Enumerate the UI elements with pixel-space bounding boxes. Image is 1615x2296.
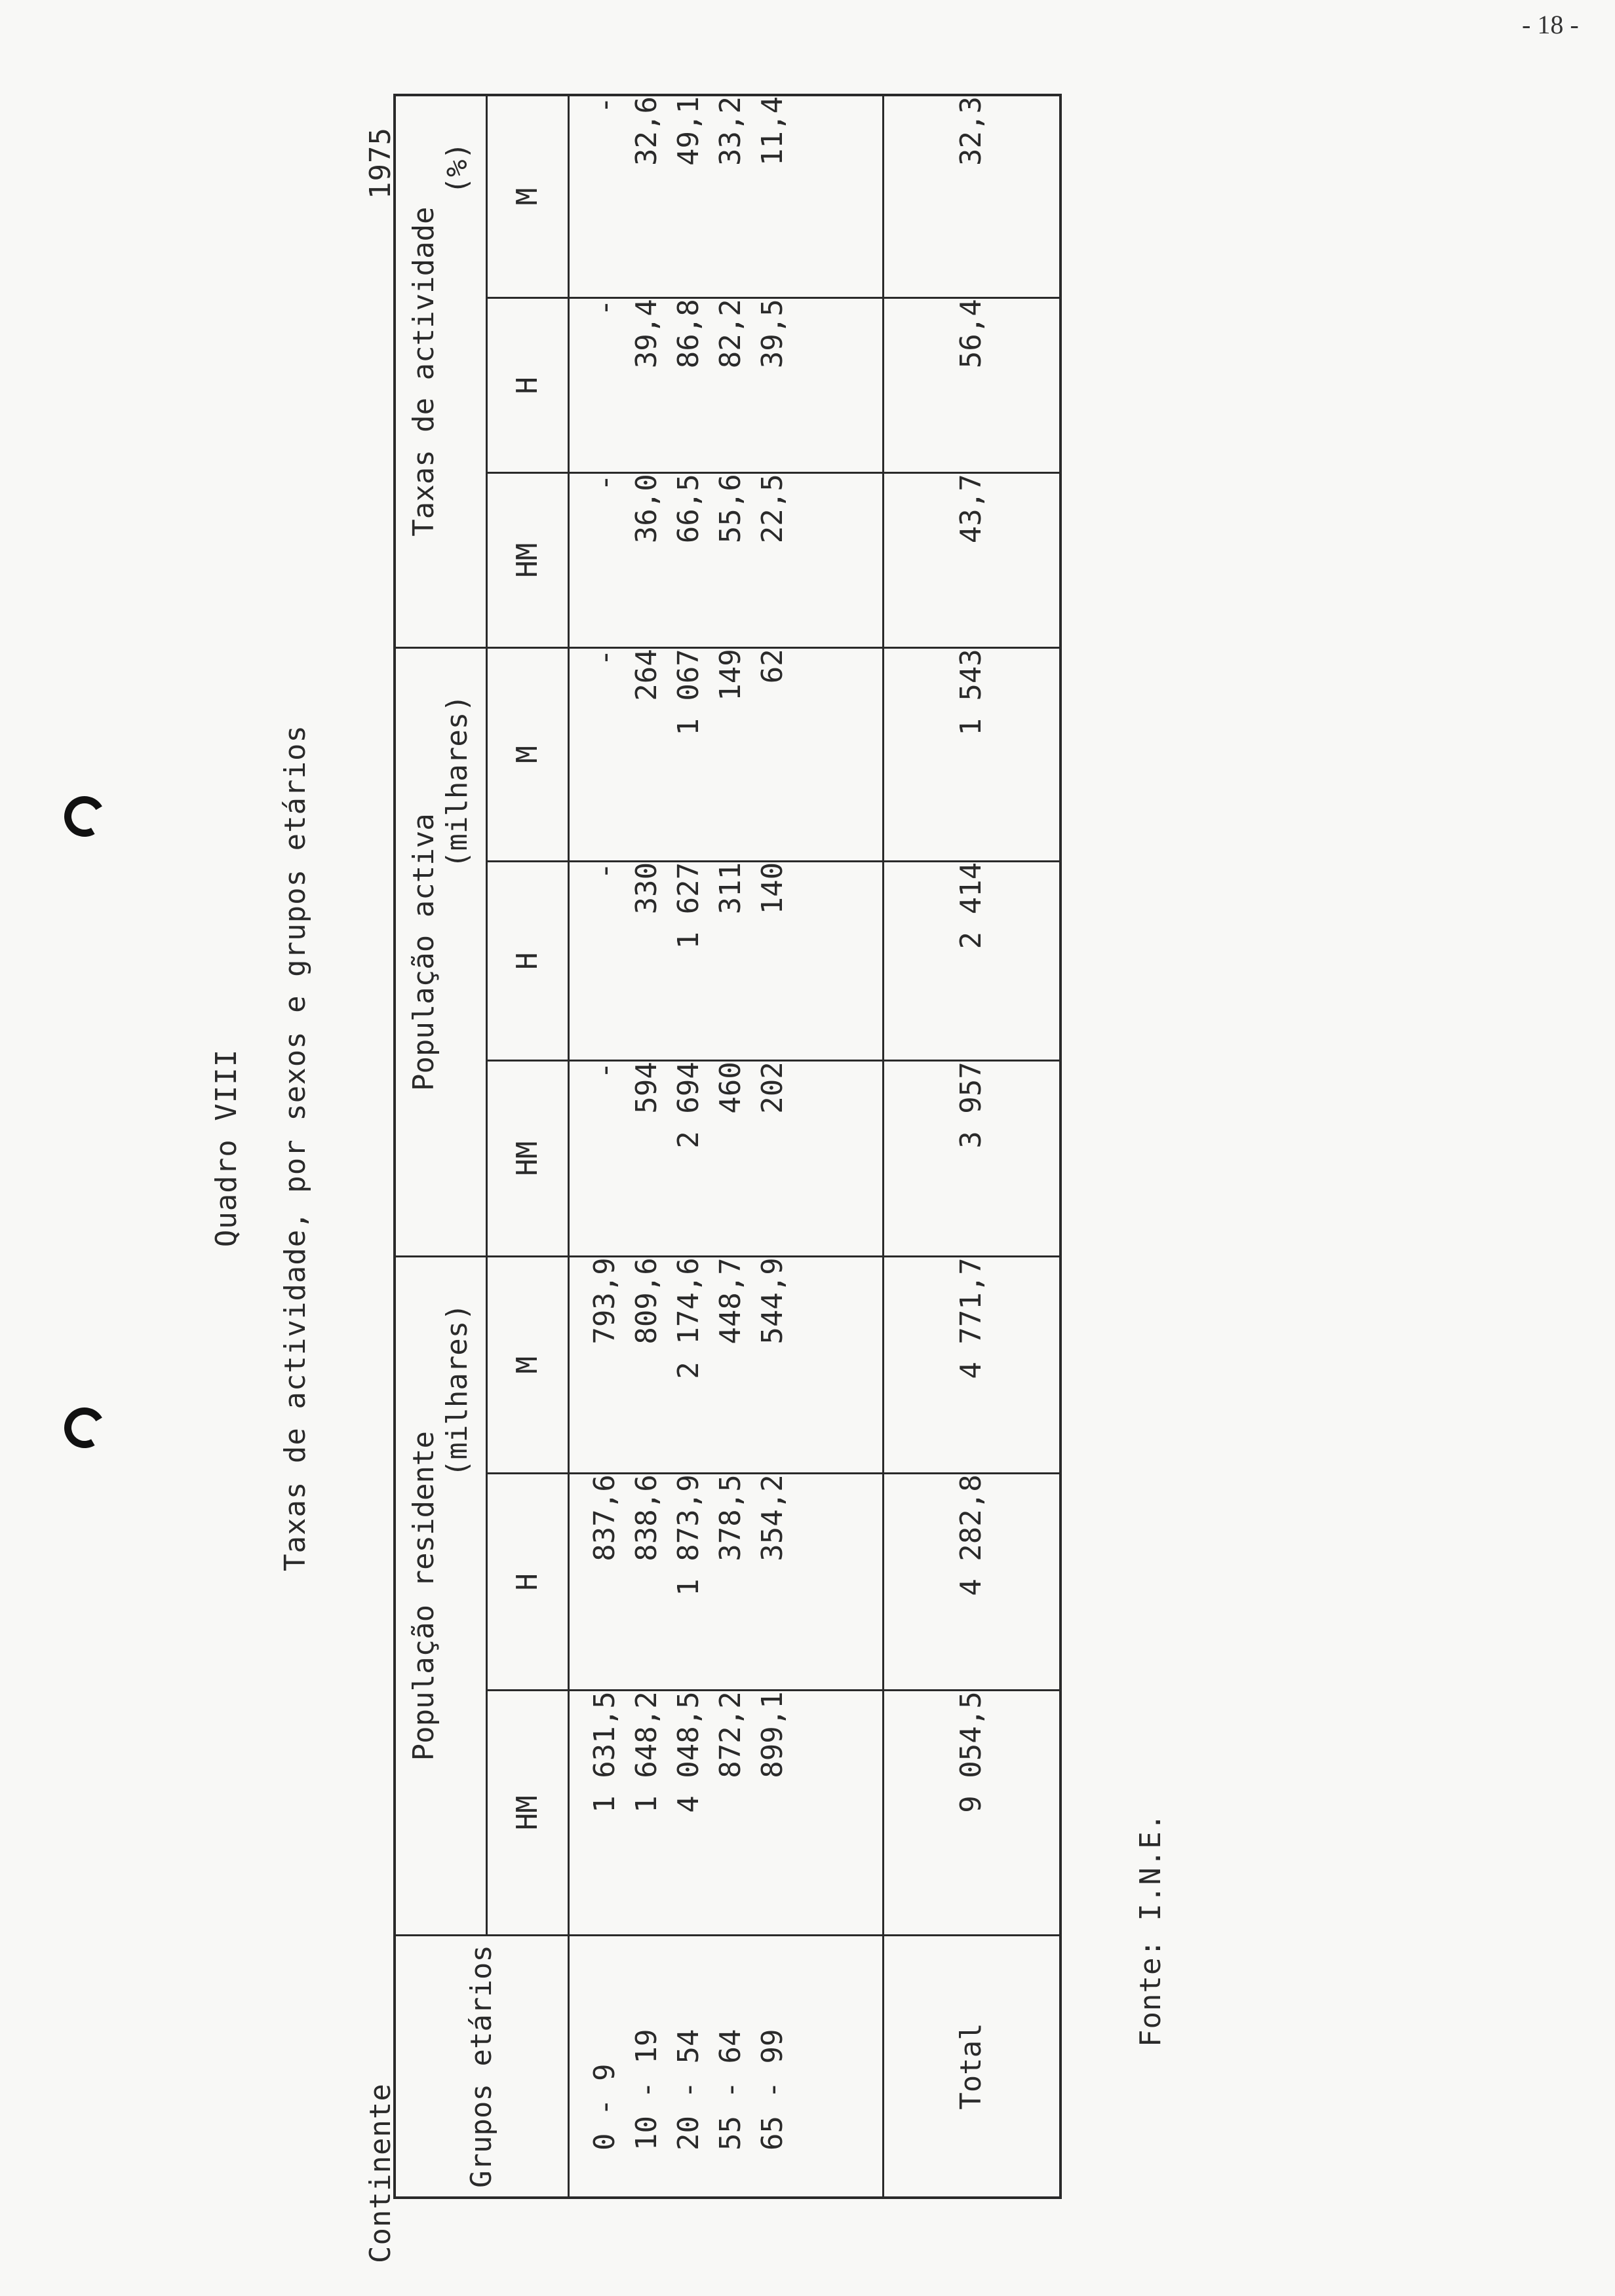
table-cell: 11,4 [755, 96, 789, 166]
resident-population-unit: (milhares) [440, 1303, 475, 1478]
total-act-h: 2 414 [883, 861, 1060, 1060]
table-cell: 809,6 [629, 1257, 663, 1345]
table-cell: 1 627 [671, 862, 705, 949]
table-cell: 55,6 [713, 474, 747, 544]
total-res-h: 4 282,8 [883, 1474, 1060, 1691]
table-cell: - [587, 474, 621, 491]
resident-population-title: População residente [407, 1430, 441, 1761]
tax-h-column [568, 298, 883, 473]
table-cell: - [587, 96, 621, 114]
table-cell: - [587, 299, 621, 316]
subheader-res-h: H [486, 1474, 568, 1691]
total-act-m: 1 543 [883, 648, 1060, 862]
total-tax-m: 32,3 [883, 95, 1060, 298]
year-label: 1975 [364, 127, 397, 199]
age-groups-header: Grupos etários [395, 1936, 568, 2198]
subheader-act-m: M [486, 648, 568, 862]
table-cell: 594 [629, 1062, 663, 1114]
table-cell: 837,6 [587, 1474, 621, 1561]
table-cell: 140 [755, 862, 789, 915]
table-cell: 264 [629, 649, 663, 701]
total-label: Total [883, 1936, 1060, 2198]
table-cell: 1 873,9 [671, 1474, 705, 1596]
table-cell: 1 067 [671, 649, 705, 736]
table-cell: 39,5 [755, 299, 789, 369]
table-title: Quadro VIII [210, 1048, 243, 1248]
table-cell: 2 694 [671, 1062, 705, 1149]
activity-rates-unit: (%) [440, 142, 475, 195]
total-res-hm: 9 054,5 [883, 1691, 1060, 1936]
table-cell: - [587, 649, 621, 666]
table-cell: 49,1 [671, 96, 705, 166]
active-population-title: População activa [407, 813, 441, 1092]
table-cell: 55 - 64 [713, 2029, 747, 2151]
table-cell: 62 [755, 649, 789, 684]
table-cell: 1 648,2 [629, 1691, 663, 1813]
subheader-tax-h: H [486, 298, 568, 473]
act-h-column [568, 861, 883, 1060]
table-cell: 32,6 [629, 96, 663, 166]
res-hm-column [568, 1691, 883, 1936]
table-cell: 378,5 [713, 1474, 747, 1561]
table-cell: 10 - 19 [629, 2029, 663, 2151]
table-cell: 793,9 [587, 1257, 621, 1345]
subheader-act-hm: HM [486, 1061, 568, 1257]
active-population-unit: (milhares) [440, 695, 475, 869]
resident-population-header [395, 1257, 486, 1936]
table-cell: 0 - 9 [587, 2063, 621, 2151]
table-cell: 149 [713, 649, 747, 701]
total-act-hm: 3 957 [883, 1061, 1060, 1257]
table-cell: 1 631,5 [587, 1691, 621, 1813]
table-cell: 66,5 [671, 474, 705, 544]
age-groups-column [568, 1936, 883, 2198]
table-subtitle: Taxas de actividade, por sexos e grupos etários [279, 724, 312, 1572]
table-cell: 872,2 [713, 1691, 747, 1778]
table-cell: 65 - 99 [755, 2029, 789, 2151]
table-cell: 838,6 [629, 1474, 663, 1561]
table-cell: 544,9 [755, 1257, 789, 1345]
res-m-column [568, 1257, 883, 1474]
table-cell: 82,2 [713, 299, 747, 369]
res-h-column [568, 1474, 883, 1691]
table-cell: - [587, 862, 621, 880]
table-cell: 33,2 [713, 96, 747, 166]
total-tax-hm: 43,7 [883, 473, 1060, 648]
subheader-tax-m: M [486, 95, 568, 298]
table-cell: 2 174,6 [671, 1257, 705, 1379]
table-cell: 39,4 [629, 299, 663, 369]
table-cell: 36,0 [629, 474, 663, 544]
table-cell: - [587, 1062, 621, 1079]
table-cell: 86,8 [671, 299, 705, 369]
table-cell: 202 [755, 1062, 789, 1114]
table-cell: 22,5 [755, 474, 789, 544]
tax-m-column [568, 95, 883, 298]
table-cell: 4 048,5 [671, 1691, 705, 1813]
act-hm-column [568, 1061, 883, 1257]
table-cell: 330 [629, 862, 663, 915]
table-cell: 460 [713, 1062, 747, 1114]
table-cell: 20 - 54 [671, 2029, 705, 2151]
page-number: - 18 - [1522, 10, 1579, 39]
act-m-column [568, 648, 883, 862]
activity-rates-table [393, 94, 1062, 2199]
table-cell: 899,1 [755, 1691, 789, 1778]
table-cell: 311 [713, 862, 747, 915]
subheader-tax-hm: HM [486, 473, 568, 648]
activity-rates-header [395, 95, 486, 648]
tax-hm-column [568, 473, 883, 648]
subheader-res-m: M [486, 1257, 568, 1474]
source-note: Fonte: I.N.E. [1134, 1812, 1167, 2047]
activity-rates-title: Taxas de actividade [407, 206, 441, 537]
active-population-header [395, 648, 486, 1257]
total-tax-h: 56,4 [883, 298, 1060, 473]
subheader-act-h: H [486, 861, 568, 1060]
region-label: Continente [364, 2083, 397, 2263]
table-cell: 354,2 [755, 1474, 789, 1561]
total-res-m: 4 771,7 [883, 1257, 1060, 1474]
table-cell: 448,7 [713, 1257, 747, 1345]
subheader-res-hm: HM [486, 1691, 568, 1936]
